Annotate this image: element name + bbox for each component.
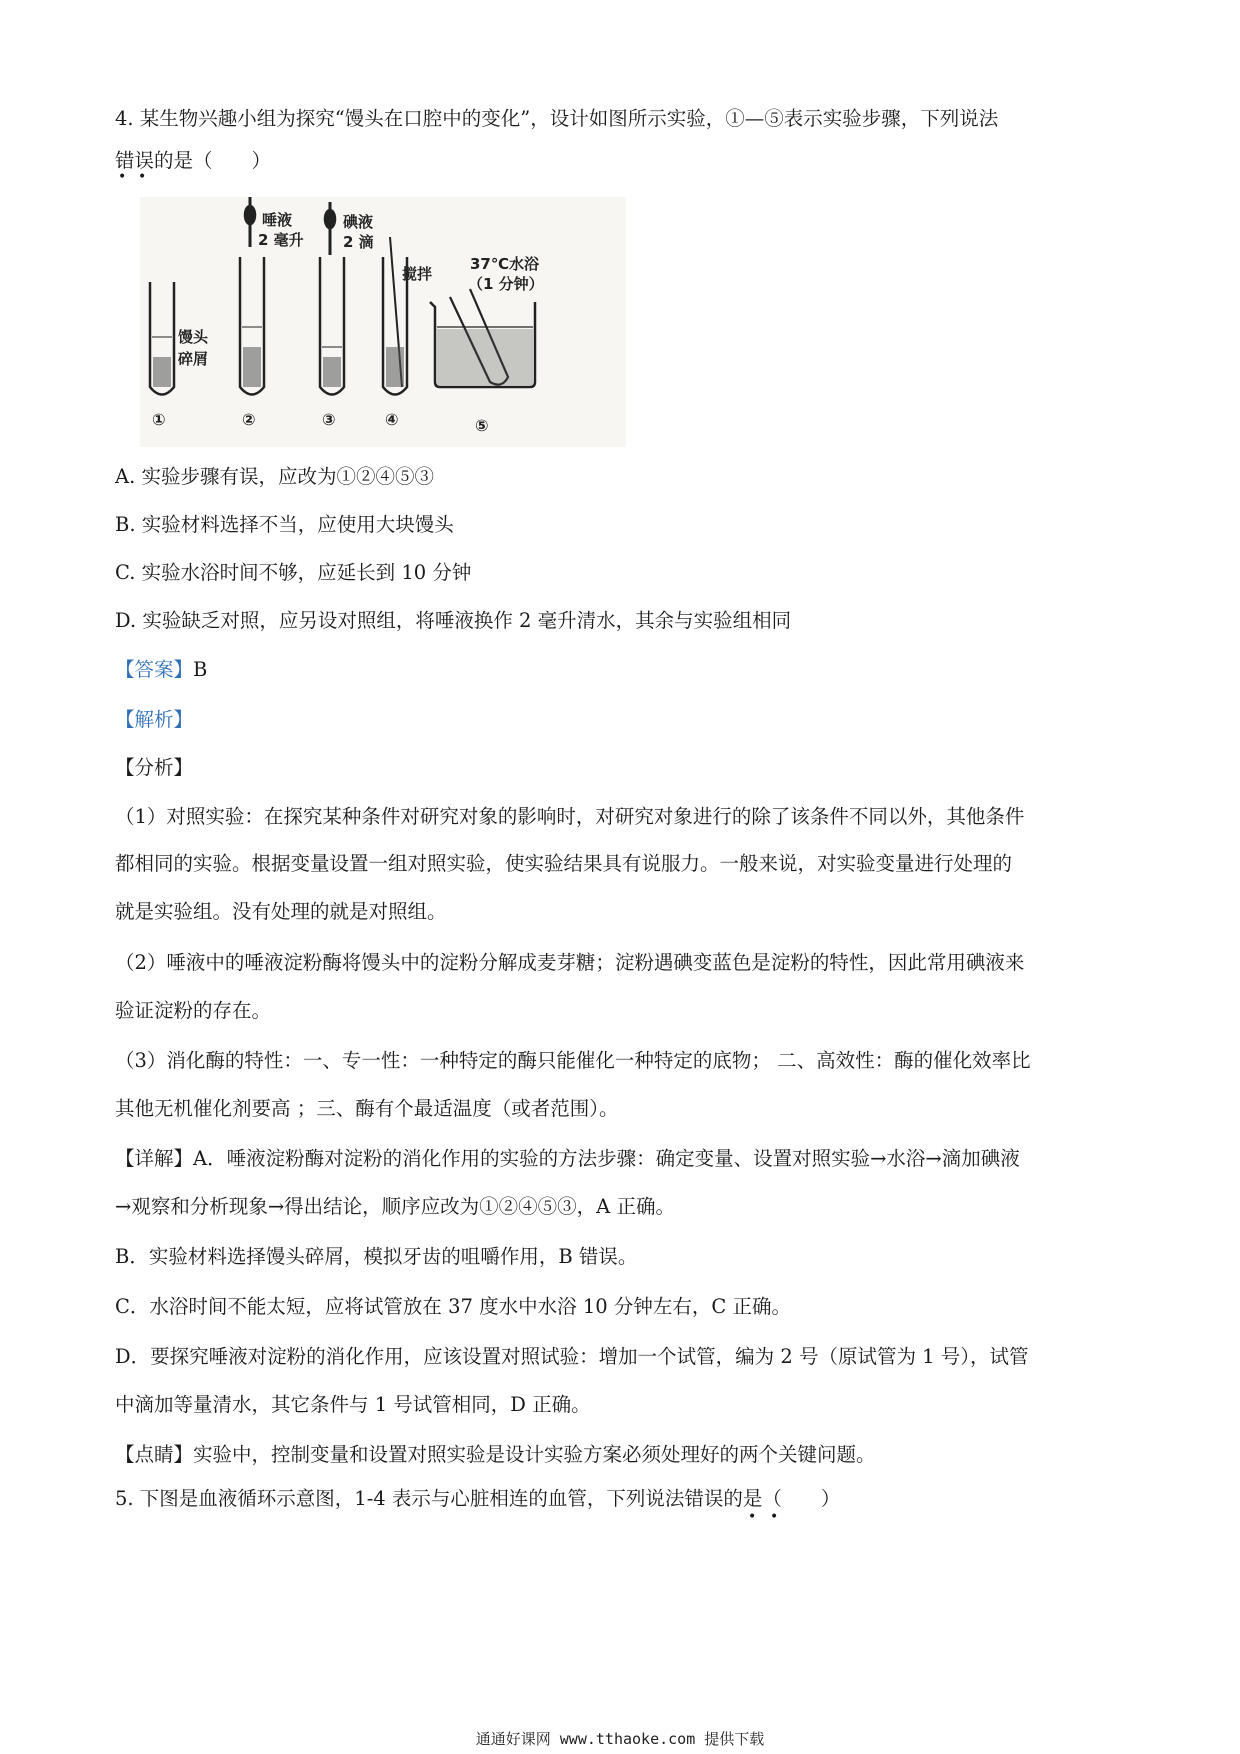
- q4-stem-line1: 4. 某生物兴趣小组为探究“馒头在口腔中的变化”，设计如图所示实验，①—⑤表示实验步骤，下列说法: [115, 107, 999, 130]
- detail-b: B．实验材料选择馒头碎屑，模拟牙齿的咀嚼作用，B 错误。: [115, 1245, 638, 1268]
- step-2-label: ②: [242, 410, 256, 429]
- point2-line2: 验证淀粉的存在。: [115, 999, 272, 1022]
- step-4-label: ④: [385, 410, 399, 429]
- emphasis-dot: •: [138, 169, 147, 185]
- option-a: A. 实验步骤有误，应改为①②④⑤③: [115, 465, 434, 488]
- label-iodine-2: 2 滴: [343, 233, 374, 251]
- detail-line1: 【详解】A．唾液淀粉酶对淀粉的消化作用的实验的方法步骤：确定变量、设置对照实验→水浴→滴加碘液: [115, 1147, 1020, 1170]
- label-bath-2: （1 分钟）: [468, 275, 544, 293]
- point3-line1: （3）消化酶的特性：一、专一性：一种特定的酶只能催化一种特定的底物； 二、高效性：酶的催化效率比: [115, 1049, 1031, 1072]
- point1-line3: 就是实验组。没有处理的就是对照组。: [115, 900, 447, 923]
- experiment-diagram: [140, 197, 626, 447]
- option-c: C. 实验水浴时间不够，应延长到 10 分钟: [115, 561, 472, 584]
- answer-tag: 【答案】: [115, 658, 194, 681]
- point1-line1: （1）对照实验：在探究某种条件对研究对象的影响时，对研究对象进行的除了该条件不同以外，其他条件: [115, 805, 1025, 828]
- fenxi-heading: 【分析】: [115, 756, 194, 779]
- answer-value: B: [193, 658, 208, 681]
- step-3-label: ③: [322, 410, 336, 429]
- label-stir: 搅拌: [402, 265, 433, 283]
- q5-stem: 5. 下图是血液循环示意图，1-4 表示与心脏相连的血管，下列说法错误的是（ ）: [115, 1487, 841, 1510]
- point3-line2: 其他无机催化剂要高 ；三、酶有个最适温度（或者范围）。: [115, 1097, 619, 1120]
- point1-line2: 都相同的实验。根据变量设置一组对照实验，使实验结果具有说服力。一般来说，对实验变量进行处理的: [115, 852, 1013, 875]
- label-saliva-2: 2 毫升: [258, 231, 304, 249]
- detail-d-line1: D．要探究唾液对淀粉的消化作用，应该设置对照试验：增加一个试管，编为 2 号（原试管为 1 号），试管: [115, 1345, 1029, 1368]
- emphasis-dot: •: [748, 1509, 757, 1525]
- detail-c: C．水浴时间不能太短，应将试管放在 37 度水中水浴 10 分钟左右，C 正确。: [115, 1295, 791, 1318]
- step-1-label: ①: [152, 410, 166, 429]
- step-5-label: ⑤: [475, 416, 489, 435]
- point2-line1: （2）唾液中的唾液淀粉酶将馒头中的淀粉分解成麦芽糖；淀粉遇碘变蓝色是淀粉的特性，因此常用碘液来: [115, 951, 1025, 974]
- answer-line: [115, 655, 207, 685]
- label-bath-1: 37℃水浴: [470, 255, 540, 273]
- detail-d-line2: 中滴加等量清水，其它条件与 1 号试管相同，D 正确。: [115, 1393, 591, 1416]
- label-crumbs-1: 馒头: [178, 328, 209, 346]
- option-b: B. 实验材料选择不当，应使用大块馒头: [115, 513, 454, 536]
- detail-line2: →观察和分析现象→得出结论，顺序应改为①②④⑤③，A 正确。: [115, 1195, 675, 1218]
- label-iodine-1: 碘液: [343, 213, 374, 231]
- emphasis-dot: •: [770, 1509, 779, 1525]
- analysis-tag: 【解析】: [115, 708, 194, 731]
- page-footer: 通通好课网 www.tthaoke.com 提供下载: [475, 1730, 765, 1748]
- q4-stem-line2: 错误的是（ ）: [115, 149, 272, 172]
- label-crumbs-2: 碎屑: [178, 350, 209, 368]
- option-d: D. 实验缺乏对照，应另设对照组，将唾液换作 2 毫升清水，其余与实验组相同: [115, 609, 792, 632]
- comment-line: 【点睛】实验中，控制变量和设置对照实验是设计实验方案必须处理好的两个关键问题。: [115, 1443, 876, 1466]
- experiment-figure: [140, 197, 626, 447]
- label-saliva-1: 唾液: [262, 211, 293, 229]
- emphasis-dot: •: [118, 169, 127, 185]
